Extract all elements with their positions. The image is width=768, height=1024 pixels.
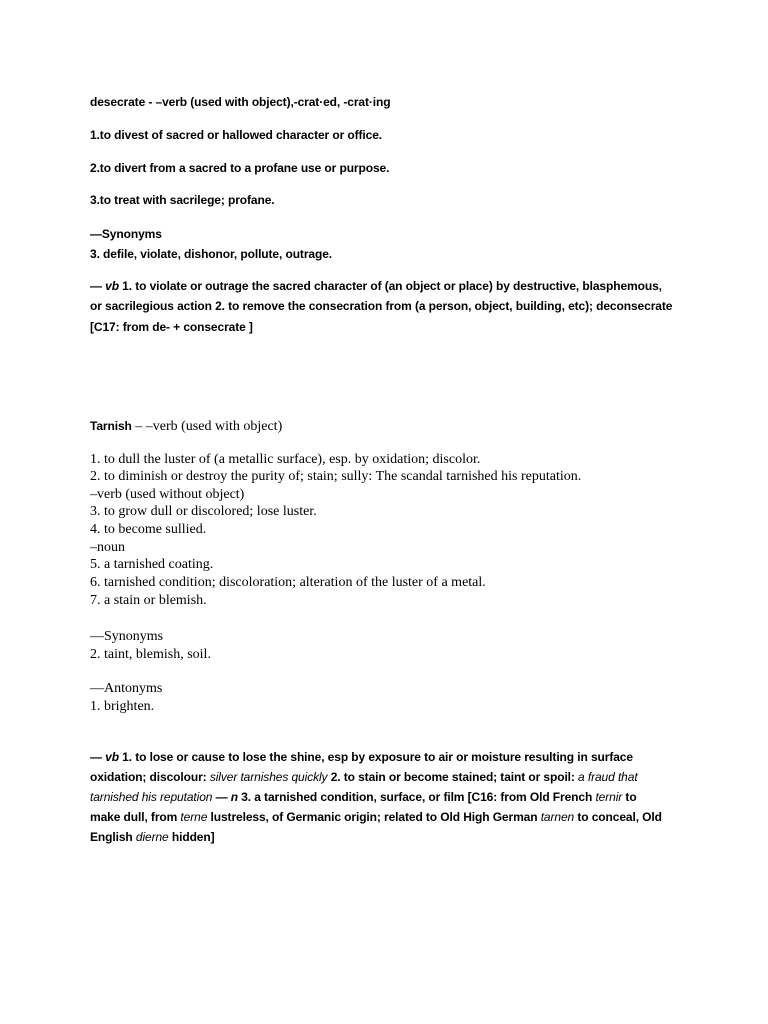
em-dash: — (90, 750, 106, 764)
tarnish-collins-line-1 (90, 749, 633, 766)
em-dash: — (90, 279, 106, 293)
pos-vb: vb (105, 750, 119, 764)
tarnish-line: 7. a stain or blemish. (90, 593, 207, 608)
example-text: tarnished his reputation (90, 790, 213, 804)
tarnish-line: –noun (90, 540, 125, 555)
collins-text: to conceal, Old (574, 810, 662, 824)
example-text: silver tarnishes quickly (209, 770, 328, 784)
tarnish-line: 6. tarnished condition; discoloration; alteration of the luster of a metal. (90, 575, 486, 590)
collins-text: 3. a tarnished condition, surface, or film [C16: from Old French (237, 790, 596, 804)
tarnish-collins-line-5 (90, 829, 215, 846)
desecrate-collins-line-2: or sacrilegious action 2. to remove the consecration from (a person, object, building, etc); deconsecrate (90, 299, 673, 313)
tarnish-line: –verb (used without object) (90, 487, 245, 502)
pos-n: n (230, 790, 238, 804)
tarnish-synonyms: 2. taint, blemish, soil. (90, 647, 211, 662)
desecrate-synonyms-label: —Synonyms (90, 227, 162, 241)
tarnish-synonyms-label: —Synonyms (90, 629, 164, 644)
tarnish-line: 2. to diminish or destroy the purity of; stain; sully: The scandal tarnished his reputation. (90, 469, 582, 484)
tarnish-line: 1. to dull the luster of (a metallic surface), esp. by oxidation; discolor. (90, 452, 481, 467)
collins-text: English (90, 830, 136, 844)
desecrate-synonyms: 3. defile, violate, dishonor, pollute, outrage. (90, 247, 333, 261)
desecrate-definition-3: 3.to treat with sacrilege; profane. (90, 193, 275, 207)
tarnish-antonyms: 1. brighten. (90, 699, 155, 714)
collins-text: oxidation; discolour: (90, 770, 210, 784)
etymon-text: tarnen (540, 810, 575, 824)
tarnish-headword: Tarnish (90, 419, 132, 433)
example-text: a fraud that (578, 770, 638, 784)
tarnish-antonyms-label: —Antonyms (90, 681, 163, 696)
collins-text: make dull, from (90, 810, 181, 824)
desecrate-definition-1: 1.to divest of sacred or hallowed character or office. (90, 128, 383, 142)
tarnish-pos: – –verb (used with object) (131, 419, 283, 434)
desecrate-collins-line-1 (90, 278, 662, 295)
desecrate-definition-2: 2.to divert from a sacred to a profane use or purpose. (90, 161, 390, 175)
tarnish-collins-line-4 (90, 809, 662, 826)
desecrate-heading (90, 94, 390, 111)
etymon-text: dierne (135, 830, 169, 844)
collins-text: lustreless, of Germanic origin; related to Old High German (207, 810, 541, 824)
collins-text: hidden] (168, 830, 215, 844)
collins-text: — (212, 790, 231, 804)
tarnish-collins-line-3 (90, 789, 637, 806)
pos-vb: vb (105, 279, 119, 293)
collins-text: 1. to violate or outrage the sacred character of (an object or place) by destructive, blasphemous, (118, 279, 662, 293)
desecrate-headword: desecrate (90, 95, 146, 109)
desecrate-collins-line-3: [C17: from de- + consecrate ] (90, 320, 253, 334)
collins-text: 1. to lose or cause to lose the shine, esp by exposure to air or moisture resulting in surface (118, 750, 633, 764)
etymon-text: terne (180, 810, 208, 824)
tarnish-collins-line-2 (90, 769, 638, 786)
tarnish-line: 3. to grow dull or discolored; lose luster. (90, 504, 317, 519)
tarnish-line: 5. a tarnished coating. (90, 557, 214, 572)
tarnish-heading (90, 417, 282, 435)
desecrate-pos: - –verb (used with object),-crat·ed, -crat·ing (145, 95, 391, 109)
collins-text: 2. to stain or become stained; taint or spoil: (327, 770, 579, 784)
collins-text: to (622, 790, 637, 804)
tarnish-line: 4. to become sullied. (90, 522, 207, 537)
etymon-text: ternir (595, 790, 623, 804)
